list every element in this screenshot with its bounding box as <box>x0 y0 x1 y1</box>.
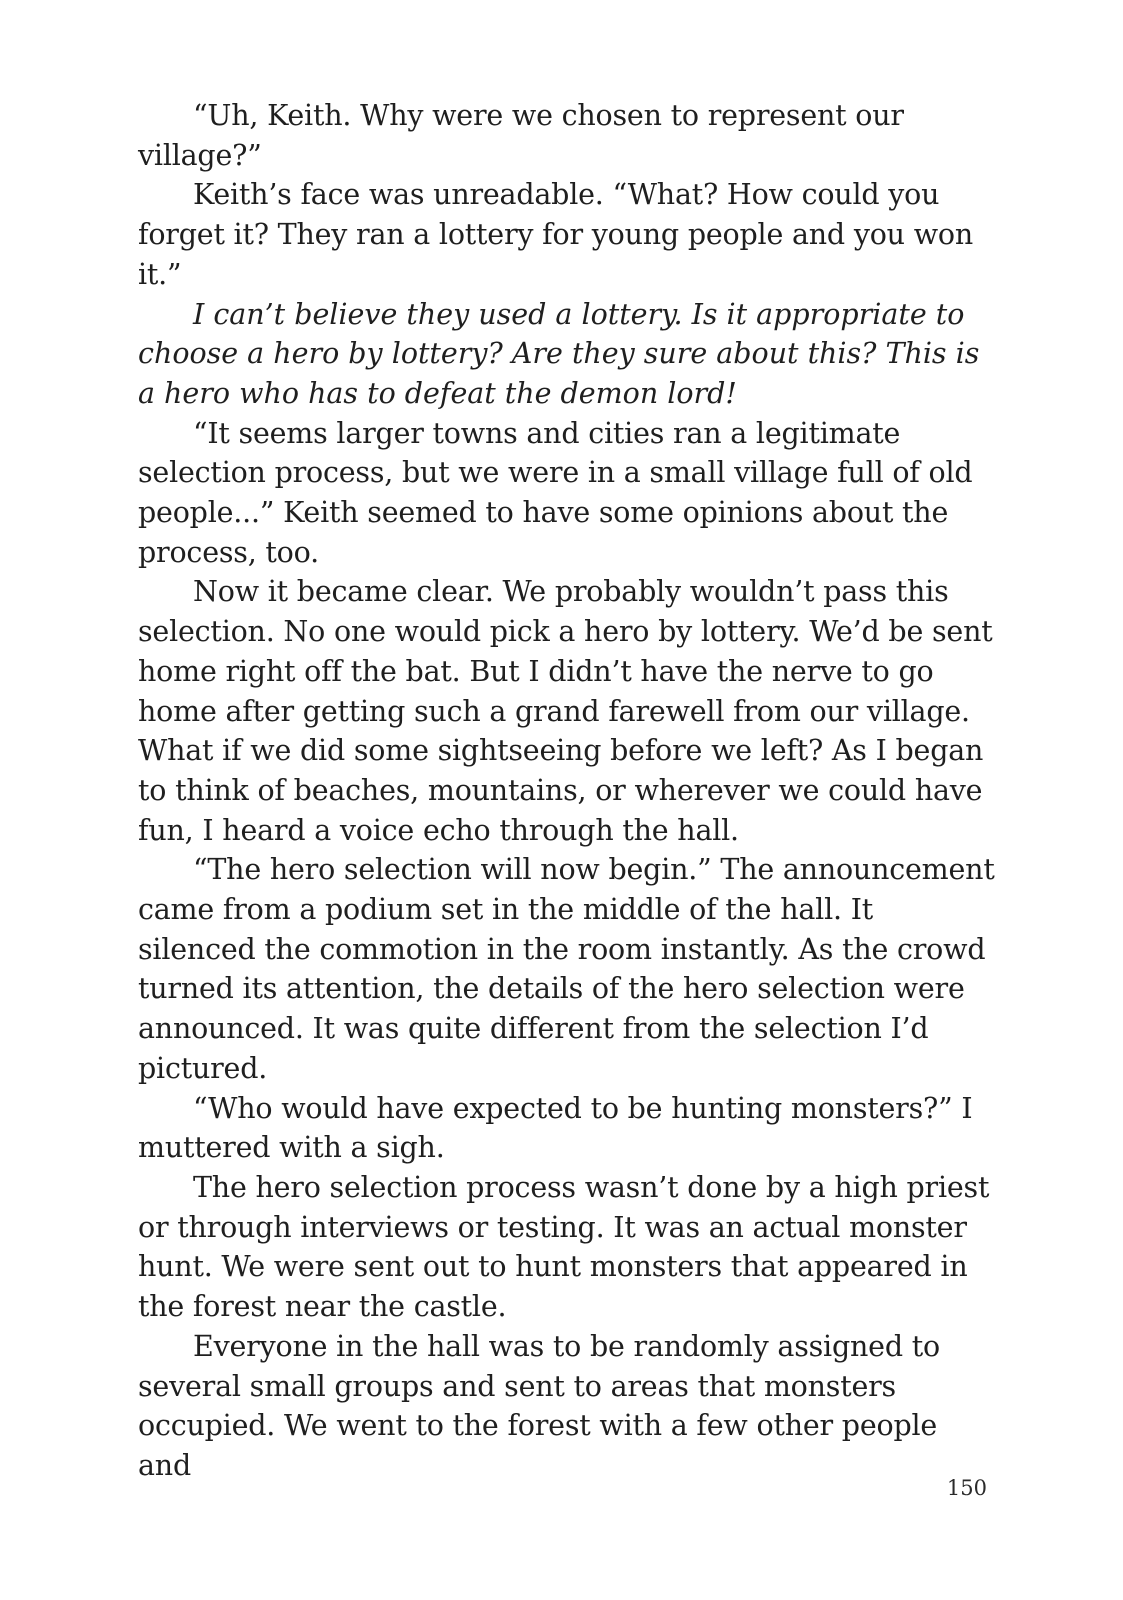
paragraph-7: “Who would have expected to be hunting monsters?” I muttered with a sigh. <box>138 1091 973 1165</box>
paragraph-8: The hero selection process wasn’t done by a high priest or through interviews or testing. It was an actual monster hunt. We were sent out to hunt monsters that appeared in the forest near the castle. <box>138 1170 990 1324</box>
paragraph-3-inner-thought: I can’t believe they used a lottery. Is it appropriate to choose a hero by lottery? Are they sure about this? This is a hero who has to defeat the demon lord! <box>138 297 980 410</box>
paragraph-6: “The hero selection will now begin.” The announcement came from a podium set in the middle of the hall. It silenced the commotion in the room instantly. As the crowd turned its attention, the details of the hero selection were announced. It was quite different from the selection I’d pictured. <box>138 853 995 1085</box>
body-text <box>138 96 998 1486</box>
paragraph-2: Keith’s face was unreadable. “What? How could you forget it? They ran a lottery for young people and you won it.” <box>138 178 974 291</box>
paragraph-1: “Uh, Keith. Why were we chosen to represent our village?” <box>138 99 904 172</box>
paragraph-4: “It seems larger towns and cities ran a legitimate selection process, but we were in a small village full of old people...” Keith seemed to have some opinions about the process, too. <box>138 416 973 569</box>
paragraph-5: Now it became clear. We probably wouldn’t pass this selection. No one would pick a hero by lottery. We’d be sent home right off the bat. But I didn’t have the nerve to go home after getting such a grand farewell from our village. What if we did some sightseeing before we left? As I began to think of beaches, mountains, or wherever we could have fun, I heard a voice echo through the hall. <box>138 575 993 847</box>
page-number: 150 <box>946 1476 987 1500</box>
paragraph-9: Everyone in the hall was to be randomly assigned to several small groups and sent to areas that monsters occupied. We went to the forest with a few other people and <box>138 1329 940 1482</box>
